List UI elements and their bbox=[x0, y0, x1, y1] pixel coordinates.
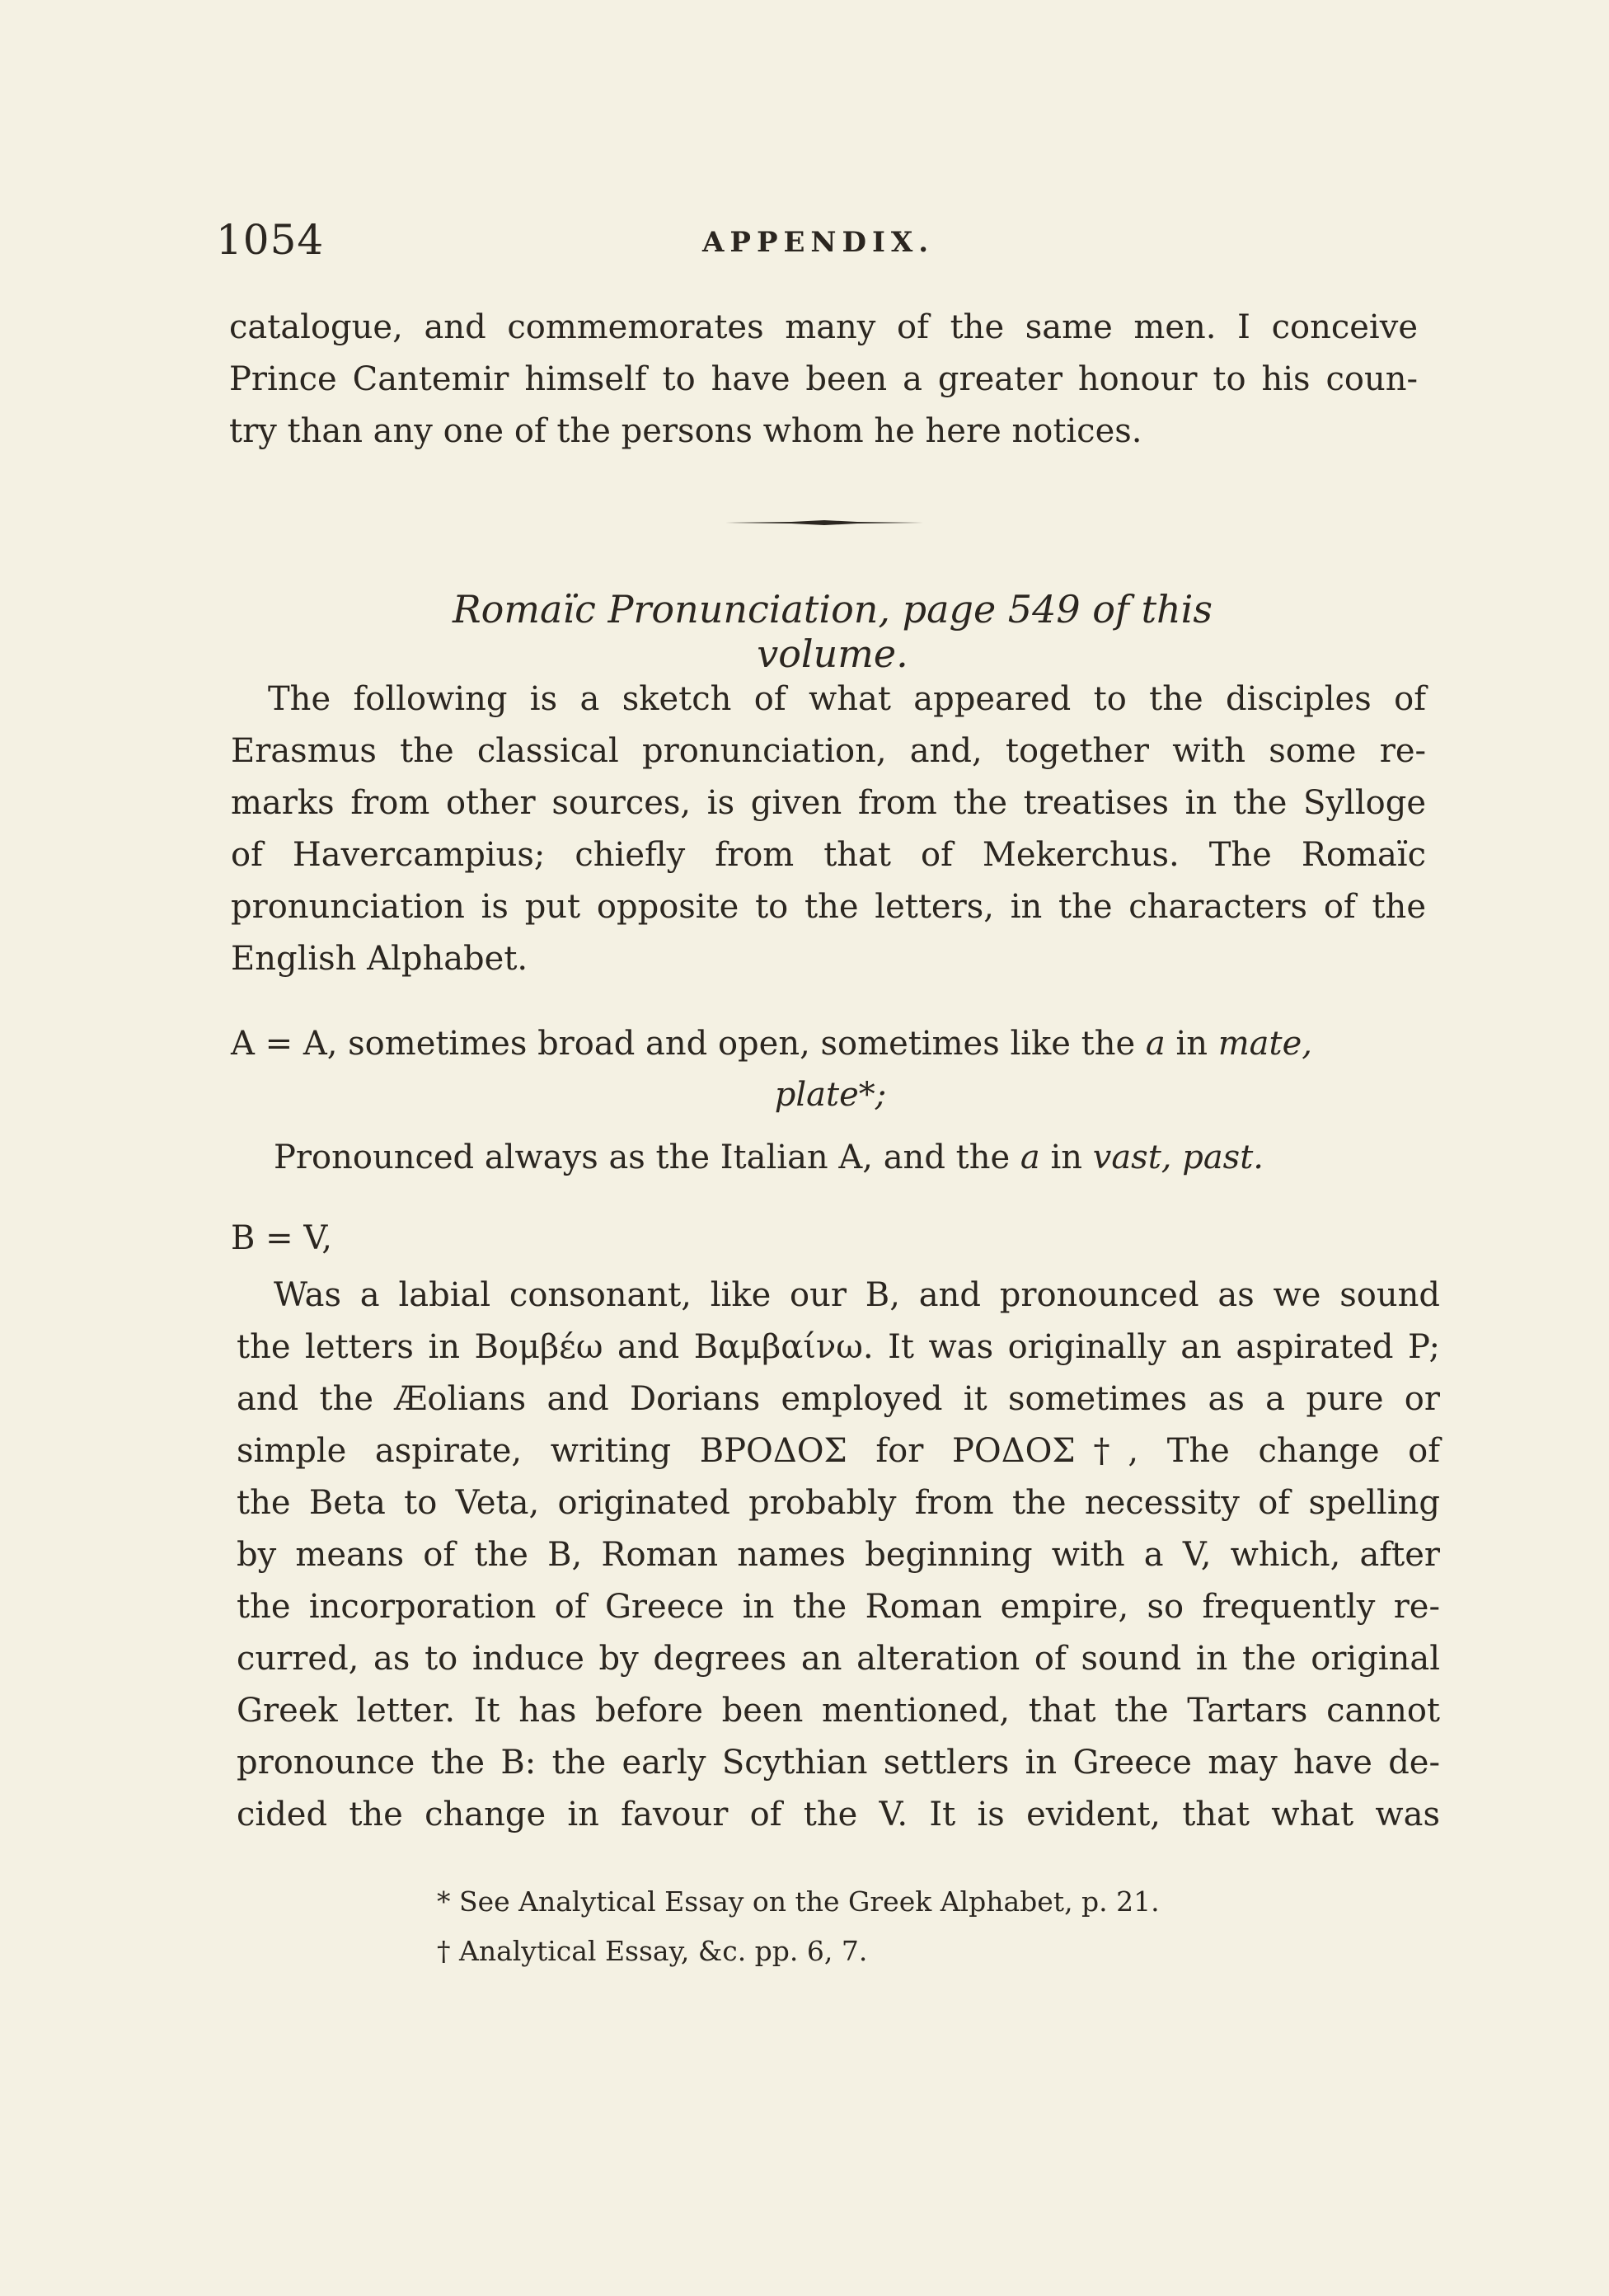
intro-line: try than any one of the persons whom he here notices. bbox=[229, 412, 1142, 450]
paragraph-line: cided the change in favour of the V. It is evident, that what was bbox=[237, 1796, 1440, 1834]
paragraph-line: The following is a sketch of what appeared to the disciples of bbox=[268, 680, 1426, 718]
intro-paragraph bbox=[229, 302, 1418, 458]
letter-b-equation: B = V, bbox=[231, 1219, 332, 1257]
intro-pronunciation-paragraph bbox=[231, 674, 1426, 985]
letter-a-pron-in: in bbox=[1050, 1139, 1083, 1176]
page-number: 1054 bbox=[216, 216, 325, 264]
section-title: Romaïc Pronunciation, page 549 of this volume. bbox=[453, 587, 1213, 676]
letter-a-pron-letter: a bbox=[1020, 1139, 1040, 1176]
running-head: APPENDIX. bbox=[702, 226, 935, 259]
letter-a-example-letter: a bbox=[1145, 1025, 1166, 1063]
paragraph-line: by means of the B, Roman names beginning with a V, which, after bbox=[237, 1536, 1440, 1574]
paragraph-line: the Beta to Veta, originated probably from the necessity of spelling bbox=[237, 1484, 1440, 1522]
letter-a-entry bbox=[231, 1018, 1430, 1070]
section-divider bbox=[725, 519, 923, 526]
paragraph-line: curred, as to induce by degrees an alteration of sound in the original bbox=[237, 1640, 1440, 1678]
footnote: † Analytical Essay, &c. pp. 6, 7. bbox=[437, 1935, 868, 1967]
paragraph-line: Greek letter. It has before been mentioned, that the Tartars cannot bbox=[237, 1692, 1440, 1730]
letter-a-examples-continued: plate*; bbox=[774, 1076, 887, 1114]
intro-line: catalogue, and commemorates many of the same men. I conceive bbox=[229, 308, 1418, 346]
paragraph-line: marks from other sources, is given from the treatises in the Sylloge bbox=[231, 784, 1426, 822]
paragraph-line: Was a labial consonant, like our B, and pronounced as we sound bbox=[274, 1276, 1440, 1314]
paragraph-line: of Havercampius; chiefly from that of Mekerchus. The Romaïc bbox=[231, 836, 1426, 874]
paragraph-line: pronunciation is put opposite to the letters, in the characters of the bbox=[231, 888, 1426, 926]
paragraph-line: and the Æolians and Dorians employed it sometimes as a pure or bbox=[237, 1380, 1440, 1418]
letter-a-equation: A = A, sometimes broad and open, sometimes like the bbox=[231, 1025, 1136, 1063]
letter-b-paragraph bbox=[237, 1270, 1440, 1841]
intro-line: Prince Cantemir himself to have been a greater honour to his coun- bbox=[229, 360, 1418, 398]
footnote: * See Analytical Essay on the Greek Alphabet, p. 21. bbox=[437, 1885, 1160, 1918]
paragraph-line: English Alphabet. bbox=[231, 940, 528, 978]
paragraph-line: the incorporation of Greece in the Roman empire, so frequently re- bbox=[237, 1588, 1440, 1626]
letter-a-in: in bbox=[1175, 1025, 1208, 1063]
paragraph-line: Erasmus the classical pronunciation, and, together with some re- bbox=[231, 732, 1426, 770]
paragraph-line: pronounce the B: the early Scythian settlers in Greece may have de- bbox=[237, 1744, 1440, 1782]
letter-a-pronunciation bbox=[274, 1132, 1428, 1184]
paragraph-line: the letters in Βομβέω and Βαμβαίνω. It was originally an aspirated P; bbox=[237, 1328, 1440, 1366]
letter-a-pron-text: Pronounced always as the Italian A, and the bbox=[274, 1139, 1011, 1176]
letter-a-pron-examples: vast, past. bbox=[1092, 1139, 1264, 1176]
letter-a-examples: mate, bbox=[1217, 1025, 1312, 1063]
paragraph-line: simple aspirate, writing ΒΡΟΔΟΣ for ΡΟΔΟΣ†, The change of bbox=[237, 1432, 1440, 1470]
footnotes bbox=[437, 1877, 1160, 1976]
page-header bbox=[216, 216, 1428, 265]
